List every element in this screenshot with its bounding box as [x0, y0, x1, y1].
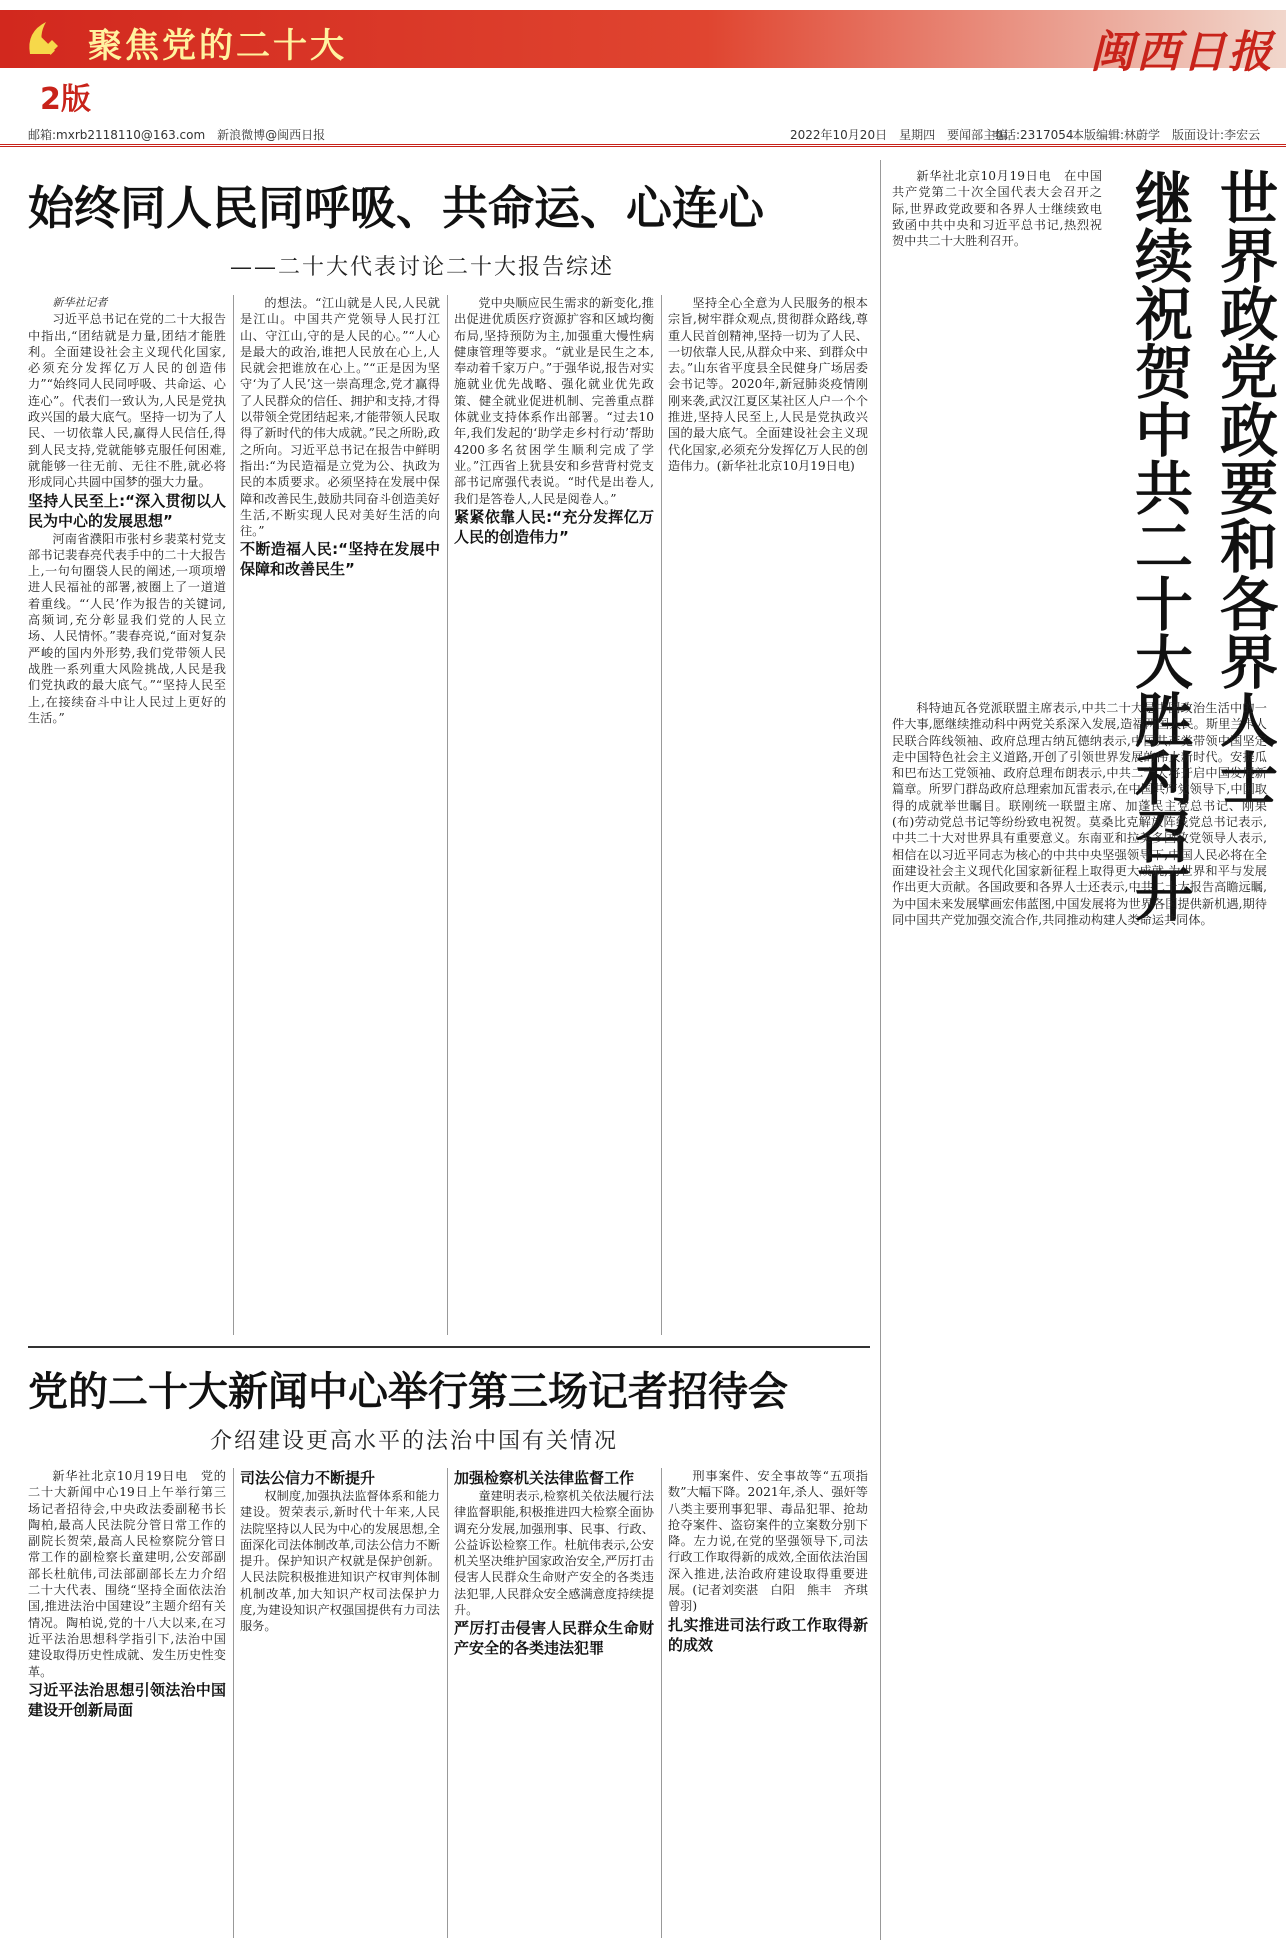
section-title: 聚焦党的二十大: [88, 26, 347, 66]
article2-subhead-3: 加强检察机关法律监督工作: [454, 1469, 635, 1487]
article-divider: [28, 1346, 870, 1348]
article1-byline: 新华社记者: [52, 296, 108, 309]
article1-col2: [240, 295, 440, 1335]
side-divider: [880, 160, 881, 1940]
article1-paragraph: 习近平总书记在党的二十大报告中指出,“团结就是力量,团结才能胜利。全面建设社会主义现代化国家,必须充分发挥亿万人民的创造伟力”“始终同人民同呼吸、共命运、心连心”。代表们一致认为,人民是党执政兴国的最大底气。坚持一切为了人民、一切依靠人民,赢得人民信任,得到人民支持,党就能够克服任何困难,就能够一往无前、无往不胜,就必将形成同心共圆中国梦的强大力量。: [28, 312, 226, 490]
article2-col3: [454, 1468, 654, 1938]
article1-paragraph: 坚持全心全意为人民服务的根本宗旨,树牢群众观点,贯彻群众路线,尊重人民首创精神,坚持一切为了人民、一切依靠人民,从群众中来、到群众中去。”山东省平度县全民健身广场居委会书记等。2020年,新冠肺炎疫情刚刚来袭,武汉江夏区某社区人户一个个推进,坚持人民至上,人民是党执政兴国的最大底气。全面建设社会主义现代化国家,必须充分发挥亿万人民的创造伟力。(新华社北京10月19日电): [668, 296, 868, 473]
article1-paragraph: 的想法。“江山就是人民,人民就是江山。中国共产党领导人民打江山、守江山,守的是人民的心。”“人心是最大的政治,谁把人民放在心上,人民就会把谁放在心上。”“正是因为坚守‘为了人民’这一崇高理念,党才赢得了人民群众的信任、拥护和支持,才得以带领全党团结起来,才能带领人民取得了新时代的伟大成就。”民之所盼,政之所向。习近平总书记在报告中鲜明指出:“为民造福是立党为公、执政为民的本质要求。必须坚持在发展中保障和改善民生,鼓励共同奋斗创造美好生活,不断实现人民对美好生活的向往。”: [240, 296, 440, 539]
paper-name: 闽西日报: [1090, 27, 1274, 78]
article2-paragraph: 新华社北京10月19日电 党的二十大新闻中心19日上午举行第三场记者招待会,中央政法委副秘书长陶柏,最高人民法院分管日常工作的副院长贺荣,最高人民检察院分管日常工作的副检察长童建明,公安部副部长杜航伟,司法部副部长左力介绍二十大代表、围绕“坚持全面依法治国,推进法治中国建设”主题介绍有关情况。陶柏说,党的十八大以来,在习近平法治思想科学指引下,法治中国建设取得历史性成就、发生历史性变革。: [28, 1469, 226, 1679]
article1-subhead-2: 不断造福人民:“坚持在发展中保障和改善民生”: [240, 540, 440, 579]
article2-subhead-1: 习近平法治思想引领法治中国建设开创新局面: [28, 1680, 226, 1719]
article2-col2: [240, 1468, 440, 1938]
column-divider: [447, 295, 448, 1335]
article1-paragraph: 党中央顺应民生需求的新变化,推出促进优质医疗资源扩容和区域均衡布局,坚持预防为主,加强重大慢性病健康管理等要求。“就业是民生之本,奉动着千家万户。”于强华说,报告对实施就业优先战略、强化就业优先政策、健全就业促进机制、完善重点群体就业支持体系作出部署。“过去10年,我们发起的‘助学走乡村行动’帮助4200多名贫困学生顺利完成了学业。”江西省上犹县安和乡营背村党支部书记席强代表说。“时代是出卷人,我们是答卷人,人民是阅卷人。”: [454, 296, 654, 506]
editor-credits: 本版编辑:林蔚学 版面设计:李宏云: [1072, 128, 1261, 142]
article2-col1: [28, 1468, 226, 1938]
article1-title: 始终同人民同呼吸、共命运、心连心: [28, 181, 764, 235]
article1-subhead-1: 坚持人民至上:“深入贯彻以人民为中心的发展思想”: [28, 491, 226, 530]
article1-col1: [28, 295, 226, 1335]
article2-title: 党的二十大新闻中心举行第三场记者招待会: [28, 1369, 788, 1415]
party-emblem-icon: [20, 14, 70, 64]
article2-subtitle: 介绍建设更高水平的法治中国有关情况: [210, 1429, 619, 1454]
article1-col3: [454, 295, 654, 1335]
side-article-title-line2: 继续祝贺中共二十大胜利召开: [1125, 168, 1193, 922]
article2-subhead-4: 严厉打击侵害人民群众生命财产安全的各类违法犯罪: [454, 1619, 654, 1658]
column-divider: [661, 295, 662, 1335]
article1-subhead-3: 紧紧依靠人民:“充分发挥亿万人民的创造伟力”: [454, 507, 654, 546]
article1-subtitle: ——二十大代表讨论二十大报告综述: [230, 255, 615, 280]
page-number: 2版: [40, 82, 91, 117]
article2-paragraph: 刑事案件、安全事故等“五项指数”大幅下降。2021年,杀人、强奸等八类主要刑事犯罪、毒品犯罪、抢劫抢夺案件、盗窃案件的立案数分别下降。左力说,在党的坚强领导下,司法行政工作取得新的成效,全面依法治国深入推进,法治政府建设取得重要进展。(记者刘奕湛 白阳 熊丰 齐琪 曾羽): [668, 1469, 881, 1614]
column-divider: [233, 1468, 234, 1938]
contact-info: 邮箱:mxrb2118110@163.com 新浪微博@闽西日报: [28, 128, 326, 142]
side-article-title-line1: 世界政党政要和各界人士: [1210, 168, 1278, 806]
side-article-paragraph: 科特迪瓦各党派联盟主席表示,中共二十大是中国政治生活中的一件大事,愿继续推动科中两党关系深入发展,造福两国人民。斯里兰卡人民联合阵线领袖、政府总理古纳瓦德纳表示,中国共产党带领中国坚定走中国特色社会主义道路,开创了引领世界发展的伟大新时代。安提瓜和巴布达工党领袖、政府总理布朗表示,中共二十大将开启中国发展新篇章。所罗门群岛政府总理索加瓦雷表示,在中国共产党领导下,中国取得的成就举世瞩目。联刚统一联盟主席、加蓬民主党总书记、刚果(布)劳动党总书记等纷纷致电祝贺。莫桑比克解放阵线党总书记表示,中共二十大对世界具有重要意义。东南亚和拉美多国政党领导人表示,相信在以习近平同志为核心的中共中央坚强领导下,中国人民必将在全面建设社会主义现代化国家新征程上取得更大成就,为世界和平与发展作出更大贡献。各国政要和各界人士还表示,中共二十大报告高瞻远瞩,为中国未来发展擘画宏伟蓝图,中国发展将为世界各国提供新机遇,期待同中国共产党加强交流合作,共同推动构建人类命运共同体。: [892, 701, 1267, 927]
column-divider: [661, 1468, 662, 1938]
side-article-paragraph: 新华社北京10月19日电 在中国共产党第二十次全国代表大会召开之际,世界政党政要和各界人士继续致电致函中共中央和习近平总书记,热烈祝贺中共二十大胜利召开。: [892, 169, 1102, 249]
column-divider: [233, 295, 234, 1335]
article2-subhead-5: 扎实推进司法行政工作取得新的成效: [668, 1615, 868, 1654]
article1-paragraph: 河南省濮阳市张村乡裴菜村党支部书记裴春亮代表手中的二十大报告上,一句句圈袋人民的阐述,一项项增进人民福祉的部署,被圈上了一道道着重线。“‘人民’作为报告的关键词,高频词,充分彰显我们党的人民立场、人民情怀。”裴春亮说,“面对复杂严峻的国内外形势,我们党带领人民战胜一系列重大风险挑战,人民是我们党执政的最大底气。”“坚持人民至上,在接续奋斗中让人民过上更好的生活。”: [28, 531, 226, 725]
column-divider: [447, 1468, 448, 1938]
article2-paragraph: 权制度,加强执法监督体系和能力建设。贺荣表示,新时代十年来,人民法院坚持以人民为中心的发展思想,全面深化司法体制改革,司法公信力不断提升。保护知识产权就是保护创新。人民法院积极推进知识产权审判体制机制改革,加大知识产权司法保护力度,为建设知识产权强国提供有力司法服务。: [240, 1489, 440, 1634]
phone-number: 电话:2317054: [992, 128, 1074, 142]
side-article-lead: [892, 168, 1102, 688]
article1-col4: [668, 295, 868, 1335]
article2-paragraph: 童建明表示,检察机关依法履行法律监督职能,积极推进四大检察全面协调充分发展,加强刑事、民事、行政、公益诉讼检察工作。杜航伟表示,公安机关坚决维护国家政治安全,严厉打击侵害人民群众生命财产安全的各类违法犯罪,人民群众安全感满意度持续提升。: [454, 1489, 654, 1618]
issue-date: 2022年10月20日 星期四 要闻部主编: [790, 128, 1008, 142]
article2-col4: [668, 1468, 881, 1938]
article2-subhead-2: 司法公信力不断提升: [240, 1469, 376, 1487]
side-article-body: [892, 700, 1267, 1935]
